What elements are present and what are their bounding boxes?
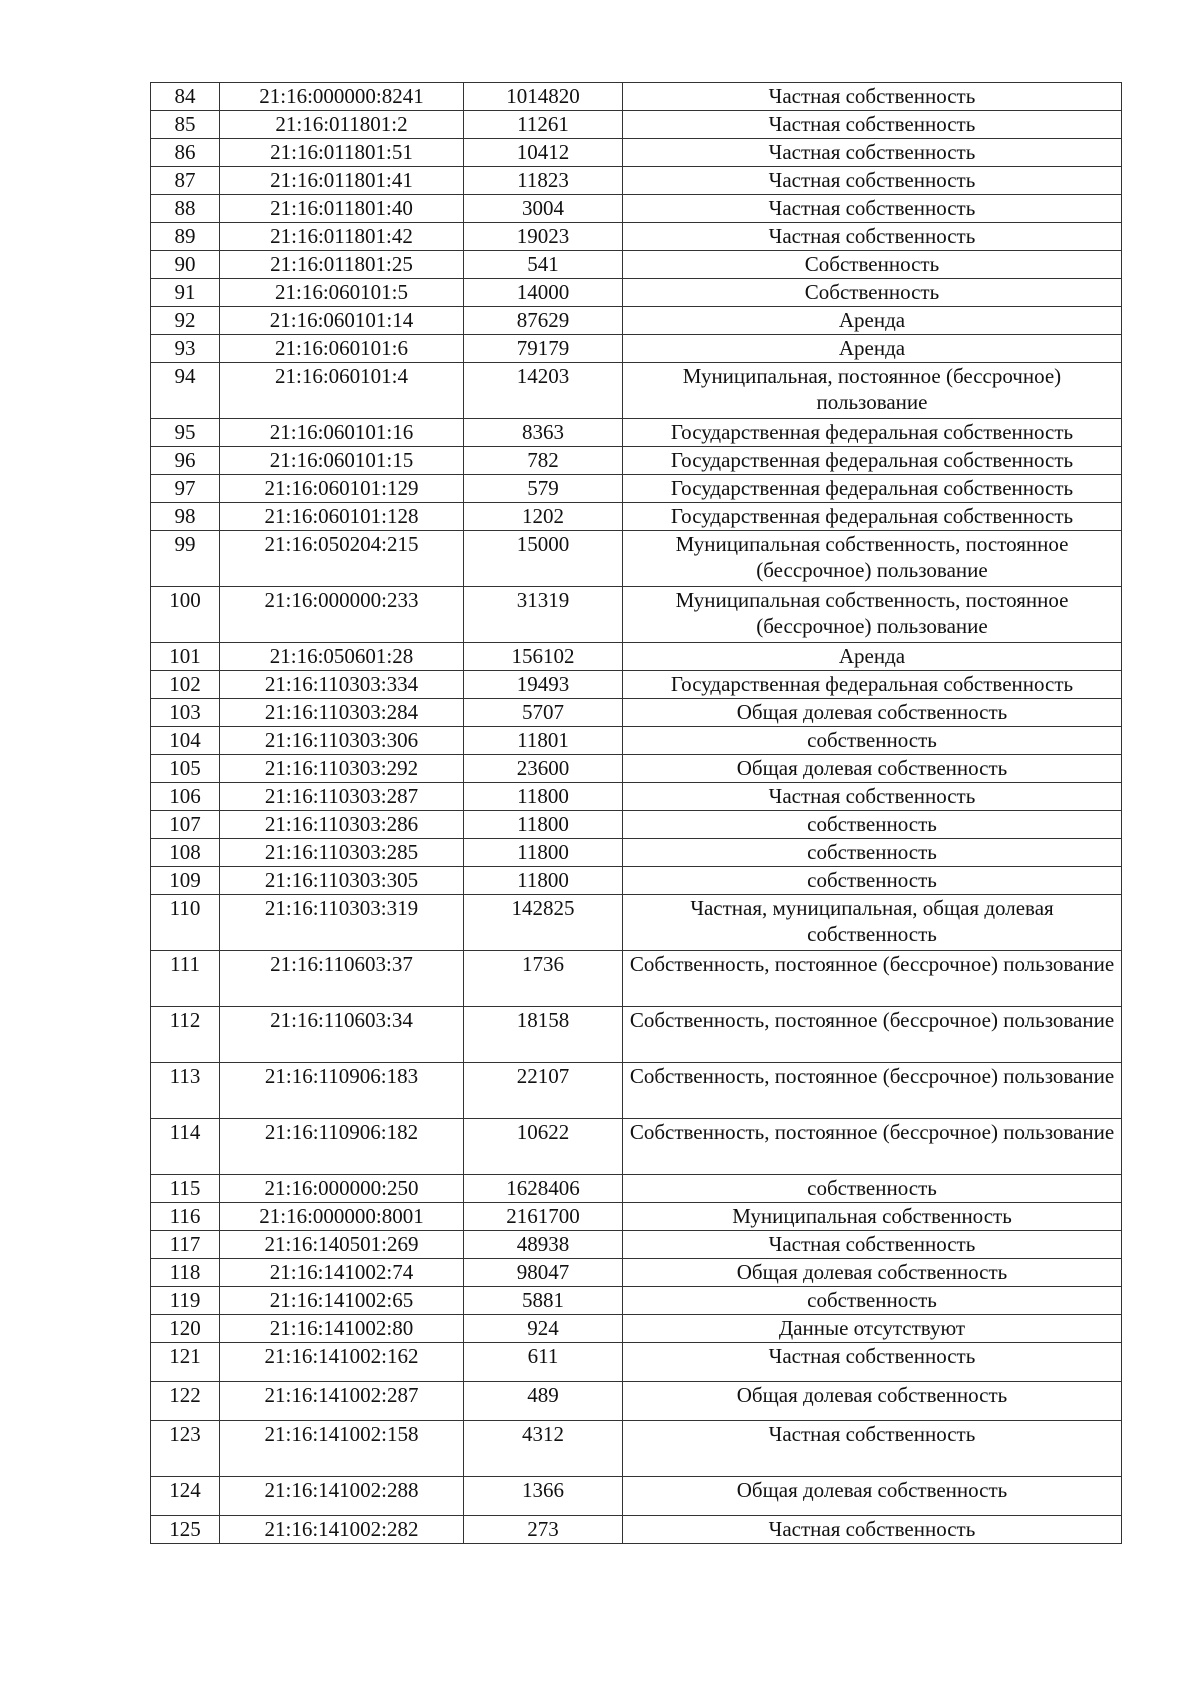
area-cell: 23600 [464,755,623,783]
cadastral-number-cell: 21:16:011801:40 [220,195,464,223]
cadastral-number-cell: 21:16:110303:334 [220,671,464,699]
row-number-cell: 93 [151,335,220,363]
area-cell: 782 [464,447,623,475]
row-number-cell: 111 [151,951,220,1007]
area-cell: 11801 [464,727,623,755]
area-cell: 5707 [464,699,623,727]
row-number-cell: 107 [151,811,220,839]
right-type-cell: собственность [623,811,1122,839]
cadastral-number-cell: 21:16:110303:306 [220,727,464,755]
cadastral-number-cell: 21:16:060101:16 [220,419,464,447]
table-row [151,139,1122,167]
row-number-cell: 96 [151,447,220,475]
row-number-cell: 119 [151,1287,220,1315]
cadastral-number-cell: 21:16:011801:2 [220,111,464,139]
row-number-cell: 113 [151,1063,220,1119]
area-cell: 18158 [464,1007,623,1063]
right-type-cell: Собственность, постоянное (бессрочное) пользование [623,951,1122,1007]
right-type-cell: Собственность [623,279,1122,307]
row-number-cell: 121 [151,1343,220,1382]
cadastral-number-cell: 21:16:060101:5 [220,279,464,307]
area-cell: 2161700 [464,1203,623,1231]
table-row [151,1203,1122,1231]
row-number-cell: 89 [151,223,220,251]
right-type-cell: Государственная федеральная собственность [623,475,1122,503]
row-number-cell: 99 [151,531,220,587]
cadastral-number-cell: 21:16:141002:162 [220,1343,464,1382]
table-row [151,699,1122,727]
cadastral-number-cell: 21:16:011801:25 [220,251,464,279]
area-cell: 87629 [464,307,623,335]
cadastral-number-cell: 21:16:000000:8241 [220,83,464,111]
table-row [151,1175,1122,1203]
row-number-cell: 84 [151,83,220,111]
area-cell: 11800 [464,811,623,839]
cadastral-number-cell: 21:16:011801:42 [220,223,464,251]
area-cell: 3004 [464,195,623,223]
right-type-cell: собственность [623,727,1122,755]
table-row [151,783,1122,811]
table-row [151,251,1122,279]
row-number-cell: 118 [151,1259,220,1287]
area-cell: 10622 [464,1119,623,1175]
cadastral-number-cell: 21:16:141002:74 [220,1259,464,1287]
table-row [151,223,1122,251]
table-row [151,587,1122,643]
right-type-cell: собственность [623,1287,1122,1315]
area-cell: 1628406 [464,1175,623,1203]
row-number-cell: 97 [151,475,220,503]
right-type-cell: Собственность, постоянное (бессрочное) пользование [623,1007,1122,1063]
right-type-cell: Муниципальная, постоянное (бессрочное) пользование [623,363,1122,419]
right-type-cell: Частная собственность [623,195,1122,223]
row-number-cell: 104 [151,727,220,755]
row-number-cell: 115 [151,1175,220,1203]
area-cell: 48938 [464,1231,623,1259]
cadastral-number-cell: 21:16:000000:233 [220,587,464,643]
table-row [151,895,1122,951]
cadastral-number-cell: 21:16:000000:8001 [220,1203,464,1231]
right-type-cell: Государственная федеральная собственность [623,447,1122,475]
table-row [151,867,1122,895]
table-row [151,755,1122,783]
area-cell: 11800 [464,839,623,867]
row-number-cell: 98 [151,503,220,531]
table-row [151,167,1122,195]
row-number-cell: 87 [151,167,220,195]
cadastral-number-cell: 21:16:141002:282 [220,1516,464,1544]
right-type-cell: Общая долевая собственность [623,1382,1122,1421]
cadastral-number-cell: 21:16:141002:158 [220,1421,464,1477]
table-row [151,671,1122,699]
area-cell: 579 [464,475,623,503]
area-cell: 15000 [464,531,623,587]
area-cell: 156102 [464,643,623,671]
cadastral-number-cell: 21:16:011801:41 [220,167,464,195]
cadastral-number-cell: 21:16:141002:288 [220,1477,464,1516]
cadastral-number-cell: 21:16:000000:250 [220,1175,464,1203]
row-number-cell: 110 [151,895,220,951]
row-number-cell: 92 [151,307,220,335]
right-type-cell: Частная собственность [623,783,1122,811]
table-row [151,643,1122,671]
cadastral-number-cell: 21:16:110303:285 [220,839,464,867]
right-type-cell: собственность [623,867,1122,895]
right-type-cell: Данные отсутствуют [623,1315,1122,1343]
cadastral-number-cell: 21:16:060101:4 [220,363,464,419]
cadastral-number-cell: 21:16:141002:80 [220,1315,464,1343]
table-row [151,1382,1122,1421]
area-cell: 31319 [464,587,623,643]
cadastral-number-cell: 21:16:110303:292 [220,755,464,783]
row-number-cell: 88 [151,195,220,223]
row-number-cell: 109 [151,867,220,895]
right-type-cell: Общая долевая собственность [623,755,1122,783]
row-number-cell: 117 [151,1231,220,1259]
right-type-cell: Частная собственность [623,1231,1122,1259]
row-number-cell: 91 [151,279,220,307]
right-type-cell: Частная собственность [623,139,1122,167]
cadastral-number-cell: 21:16:060101:14 [220,307,464,335]
cadastral-number-cell: 21:16:110303:284 [220,699,464,727]
row-number-cell: 116 [151,1203,220,1231]
table-row [151,1315,1122,1343]
cadastral-number-cell: 21:16:110603:37 [220,951,464,1007]
row-number-cell: 112 [151,1007,220,1063]
area-cell: 1736 [464,951,623,1007]
row-number-cell: 101 [151,643,220,671]
cadastral-number-cell: 21:16:060101:6 [220,335,464,363]
table-row [151,811,1122,839]
area-cell: 79179 [464,335,623,363]
row-number-cell: 105 [151,755,220,783]
table-row [151,1421,1122,1477]
table-row [151,1343,1122,1382]
area-cell: 142825 [464,895,623,951]
area-cell: 14000 [464,279,623,307]
row-number-cell: 108 [151,839,220,867]
row-number-cell: 94 [151,363,220,419]
area-cell: 98047 [464,1259,623,1287]
table-row [151,363,1122,419]
table-row [151,1007,1122,1063]
cadastral-number-cell: 21:16:110303:286 [220,811,464,839]
cadastral-number-cell: 21:16:141002:65 [220,1287,464,1315]
cadastral-number-cell: 21:16:110303:319 [220,895,464,951]
right-type-cell: Муниципальная собственность [623,1203,1122,1231]
table-row [151,111,1122,139]
right-type-cell: собственность [623,1175,1122,1203]
area-cell: 10412 [464,139,623,167]
area-cell: 19023 [464,223,623,251]
table-row [151,839,1122,867]
area-cell: 11823 [464,167,623,195]
table-row [151,419,1122,447]
table-row [151,503,1122,531]
row-number-cell: 102 [151,671,220,699]
table-row [151,531,1122,587]
row-number-cell: 122 [151,1382,220,1421]
cadastral-number-cell: 21:16:011801:51 [220,139,464,167]
area-cell: 19493 [464,671,623,699]
right-type-cell: собственность [623,839,1122,867]
table-row [151,83,1122,111]
table-row [151,1119,1122,1175]
row-number-cell: 125 [151,1516,220,1544]
right-type-cell: Аренда [623,307,1122,335]
area-cell: 611 [464,1343,623,1382]
area-cell: 22107 [464,1063,623,1119]
table-row [151,951,1122,1007]
row-number-cell: 106 [151,783,220,811]
row-number-cell: 120 [151,1315,220,1343]
table-row [151,727,1122,755]
area-cell: 11800 [464,783,623,811]
row-number-cell: 86 [151,139,220,167]
right-type-cell: Частная собственность [623,83,1122,111]
area-cell: 1202 [464,503,623,531]
right-type-cell: Государственная федеральная собственность [623,419,1122,447]
row-number-cell: 103 [151,699,220,727]
row-number-cell: 124 [151,1477,220,1516]
cadastral-number-cell: 21:16:060101:129 [220,475,464,503]
right-type-cell: Государственная федеральная собственность [623,503,1122,531]
area-cell: 14203 [464,363,623,419]
right-type-cell: Аренда [623,335,1122,363]
area-cell: 5881 [464,1287,623,1315]
right-type-cell: Общая долевая собственность [623,699,1122,727]
cadastral-number-cell: 21:16:110303:305 [220,867,464,895]
right-type-cell: Собственность [623,251,1122,279]
table-row [151,1259,1122,1287]
area-cell: 1014820 [464,83,623,111]
right-type-cell: Государственная федеральная собственность [623,671,1122,699]
area-cell: 11800 [464,867,623,895]
table-row [151,279,1122,307]
right-type-cell: Собственность, постоянное (бессрочное) пользование [623,1063,1122,1119]
row-number-cell: 114 [151,1119,220,1175]
table-row [151,307,1122,335]
land-plots-table [150,82,1122,1544]
row-number-cell: 100 [151,587,220,643]
area-cell: 273 [464,1516,623,1544]
table-row [151,335,1122,363]
right-type-cell: Собственность, постоянное (бессрочное) пользование [623,1119,1122,1175]
cadastral-number-cell: 21:16:110303:287 [220,783,464,811]
area-cell: 541 [464,251,623,279]
right-type-cell: Частная собственность [623,111,1122,139]
area-cell: 1366 [464,1477,623,1516]
table-row [151,1477,1122,1516]
table-row [151,447,1122,475]
table-row [151,475,1122,503]
row-number-cell: 95 [151,419,220,447]
right-type-cell: Частная, муниципальная, общая долевая собственность [623,895,1122,951]
right-type-cell: Общая долевая собственность [623,1477,1122,1516]
cadastral-number-cell: 21:16:060101:128 [220,503,464,531]
area-cell: 11261 [464,111,623,139]
cadastral-number-cell: 21:16:140501:269 [220,1231,464,1259]
table-body [151,83,1122,1544]
cadastral-number-cell: 21:16:050204:215 [220,531,464,587]
cadastral-number-cell: 21:16:050601:28 [220,643,464,671]
table-row [151,1231,1122,1259]
right-type-cell: Общая долевая собственность [623,1259,1122,1287]
row-number-cell: 123 [151,1421,220,1477]
right-type-cell: Частная собственность [623,167,1122,195]
cadastral-number-cell: 21:16:110906:182 [220,1119,464,1175]
table-row [151,1063,1122,1119]
table-row [151,1287,1122,1315]
cadastral-number-cell: 21:16:060101:15 [220,447,464,475]
row-number-cell: 90 [151,251,220,279]
area-cell: 4312 [464,1421,623,1477]
right-type-cell: Частная собственность [623,1421,1122,1477]
right-type-cell: Частная собственность [623,1516,1122,1544]
table-row [151,1516,1122,1544]
cadastral-number-cell: 21:16:141002:287 [220,1382,464,1421]
area-cell: 8363 [464,419,623,447]
table-row [151,195,1122,223]
area-cell: 489 [464,1382,623,1421]
right-type-cell: Аренда [623,643,1122,671]
area-cell: 924 [464,1315,623,1343]
right-type-cell: Муниципальная собственность, постоянное (бессрочное) пользование [623,531,1122,587]
right-type-cell: Частная собственность [623,1343,1122,1382]
row-number-cell: 85 [151,111,220,139]
cadastral-number-cell: 21:16:110603:34 [220,1007,464,1063]
right-type-cell: Муниципальная собственность, постоянное (бессрочное) пользование [623,587,1122,643]
cadastral-number-cell: 21:16:110906:183 [220,1063,464,1119]
right-type-cell: Частная собственность [623,223,1122,251]
